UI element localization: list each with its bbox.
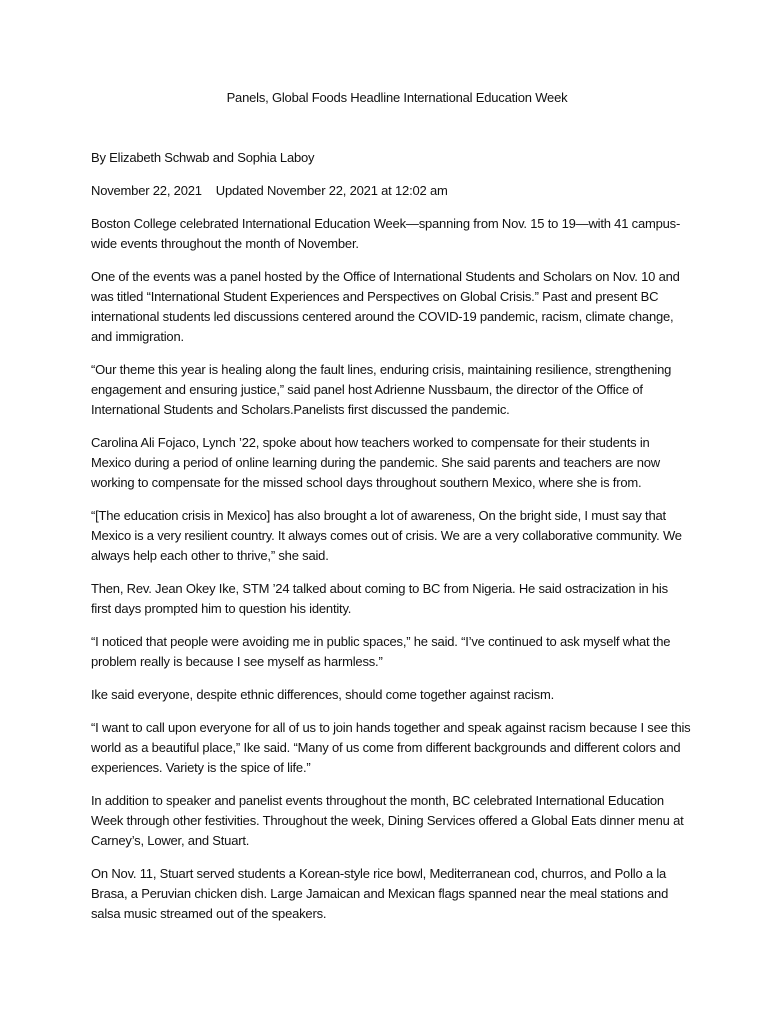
article-dateline [91,181,691,201]
updated-date: Updated November 22, 2021 at 12:02 am [215,183,448,198]
paragraph-8: Ike said everyone, despite ethnic differences, should come together against racism. [91,687,554,702]
paragraph-7: “I noticed that people were avoiding me in public spaces,” he said. “I’ve continued to ask myself what the problem really is because I see myself as harmless.” [91,634,671,669]
paragraph-10: In addition to speaker and panelist events throughout the month, BC celebrated International Education Week through other festivities. Throughout the week, Dining Services offered a Global Eats dinner menu at Carney’s, Lower, and Stuart. [91,793,684,848]
paragraph-3: “Our theme this year is healing along the fault lines, enduring crisis, maintaining resilience, strengthening engagement and ensuring justice,” said panel host Adrienne Nussbaum, the director of the Office of International Students and Scholars.Panelists first discussed the pandemic. [91,362,672,417]
article-byline: By Elizabeth Schwab and Sophia Laboy [91,150,315,165]
paragraph-11: On Nov. 11, Stuart served students a Korean-style rice bowl, Mediterranean cod, churros, and Pollo a la Brasa, a Peruvian chicken dish. Large Jamaican and Mexican flags spanned near the meal stations and salsa music streamed out of the speakers. [91,866,669,921]
paragraph-2: One of the events was a panel hosted by the Office of International Students and Scholars on Nov. 10 and was titled “International Student Experiences and Perspectives on Global Crisis.” Past and present BC international students led discussions centered around the COVID-19 pandemic, racism, climate change, and immigration. [91,269,680,344]
publish-date: November 22, 2021 [91,183,202,198]
paragraph-4: Carolina Ali Fojaco, Lynch ’22, spoke about how teachers worked to compensate for their students in Mexico during a period of online learning during the pandemic. She said parents and teachers are now working to compensate for the missed school days throughout southern Mexico, where she is from. [91,435,660,490]
document-page [91,88,691,937]
paragraph-1: Boston College celebrated International Education Week—spanning from Nov. 15 to 19—with 41 campus-wide events throughout the month of November. [91,216,681,251]
paragraph-6: Then, Rev. Jean Okey Ike, STM ’24 talked about coming to BC from Nigeria. He said ostracization in his first days prompted him to question his identity. [91,581,668,616]
article-title: Panels, Global Foods Headline International Education Week [226,90,568,105]
paragraph-9: “I want to call upon everyone for all of us to join hands together and speak against racism because I see this world as a beautiful place,” Ike said. “Many of us come from different backgrounds and different colors and experiences. Variety is the spice of life.” [91,720,691,775]
paragraph-5: “[The education crisis in Mexico] has also brought a lot of awareness, On the bright side, I must say that Mexico is a very resilient country. It always comes out of crisis. We are a very collaborative community. We always help each other to thrive,” she said. [91,508,682,563]
